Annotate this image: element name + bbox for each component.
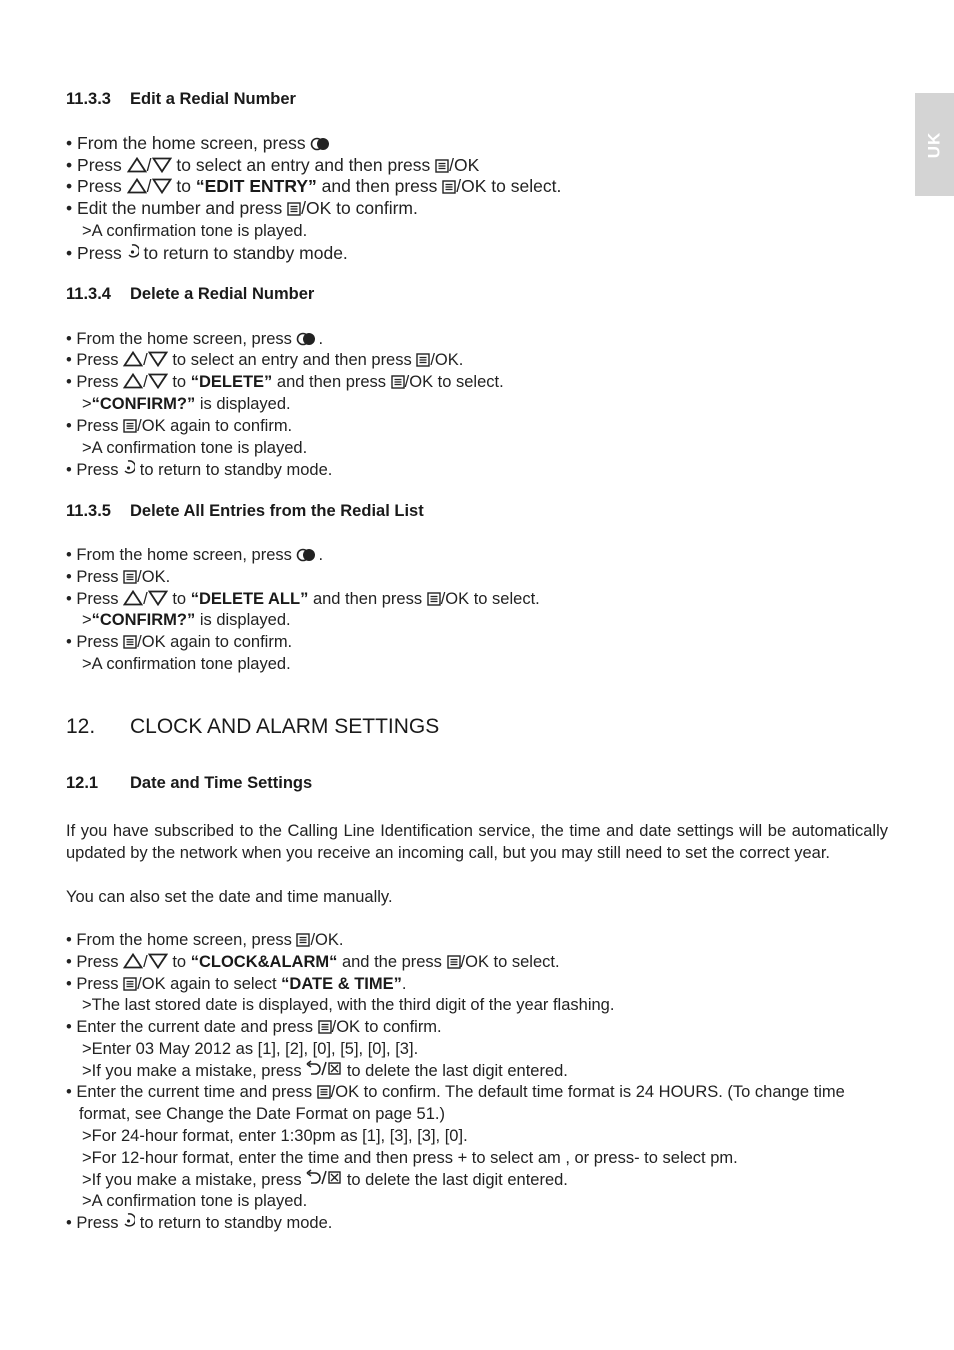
bullet: •: [66, 931, 72, 949]
list-result: [82, 1169, 568, 1191]
list-text: to: [172, 373, 187, 391]
list-item: [66, 973, 406, 995]
intro-paragraph-2: You can also set the date and time manually.: [66, 888, 393, 906]
menu-option: “CLOCK&ALARM“: [190, 953, 338, 971]
list-item: [66, 588, 540, 610]
list-text: /OK.: [137, 568, 171, 586]
list-text: and then press: [276, 373, 387, 391]
menu-option: “DELETE”: [190, 373, 273, 391]
bullet: •: [66, 155, 73, 175]
menu-ok-key-icon: [416, 353, 430, 367]
list-text: /OK to select.: [440, 590, 540, 608]
up-arrow-icon: [127, 157, 147, 173]
list-text: to return to standby mode.: [139, 1214, 333, 1232]
list-text: From the home screen, press: [76, 330, 292, 348]
bullet: •: [66, 953, 72, 971]
down-arrow-icon: [152, 178, 172, 194]
menu-ok-key-icon: [123, 635, 137, 649]
bullet: •: [66, 633, 72, 651]
bullet: •: [66, 417, 72, 435]
list-text: /OK to select.: [460, 953, 560, 971]
redial-key-icon: [296, 332, 318, 346]
side-tab-uk: [915, 93, 954, 196]
list-item: [66, 1016, 442, 1038]
bullet: •: [66, 243, 73, 263]
slash: /: [143, 351, 148, 369]
slash: /: [146, 155, 152, 175]
list-text: to return to standby mode.: [143, 243, 348, 263]
menu-ok-key-icon: [435, 159, 449, 173]
menu-ok-key-icon: [123, 977, 137, 991]
list-item: [66, 459, 332, 481]
list-text: From the home screen, press: [76, 931, 292, 949]
heading-11-3-3: [66, 90, 296, 109]
list-item: [66, 328, 323, 350]
heading-12-1: [66, 774, 312, 793]
screen-message: “CONFIRM?”: [91, 611, 196, 629]
down-arrow-icon: [148, 351, 168, 367]
list-text: to: [172, 590, 187, 608]
list-item: [66, 1081, 845, 1103]
list-text: From the home screen, press: [76, 546, 292, 564]
list-text: /OK: [449, 155, 480, 175]
up-arrow-icon: [123, 351, 143, 367]
back-delete-key-icon: [306, 1060, 342, 1078]
list-result: >A confirmation tone is played.: [82, 439, 308, 457]
list-item: [66, 175, 561, 197]
list-text-continued: format, see Change the Date Format on page 51.): [79, 1105, 445, 1123]
list-text: Press: [76, 373, 119, 391]
section-title: Edit a Redial Number: [130, 90, 296, 108]
menu-option: “EDIT ENTRY”: [195, 176, 317, 196]
back-delete-key-icon: [306, 1169, 342, 1187]
list-text: Press: [76, 975, 119, 993]
list-text: to return to standby mode.: [139, 461, 333, 479]
bullet: •: [66, 198, 73, 218]
bullet: •: [66, 1018, 72, 1036]
list-text: is displayed.: [199, 395, 291, 413]
down-arrow-icon: [148, 373, 168, 389]
list-text: Press: [76, 590, 119, 608]
list-item: [66, 242, 348, 264]
list-result: >A confirmation tone is played.: [82, 1192, 308, 1210]
up-arrow-icon: [123, 590, 143, 606]
section-title: Delete a Redial Number: [130, 285, 315, 303]
list-text: /OK again to select: [137, 975, 277, 993]
down-arrow-icon: [152, 157, 172, 173]
bullet: •: [66, 461, 72, 479]
list-result: [82, 1060, 568, 1082]
list-item: [66, 132, 332, 154]
up-arrow-icon: [123, 953, 143, 969]
list-text: and then press: [321, 176, 438, 196]
list-item: [66, 154, 479, 176]
list-text: /OK.: [310, 931, 344, 949]
list-text: Enter the current date and press: [76, 1018, 314, 1036]
bullet: •: [66, 975, 72, 993]
section-number: 11.3.5: [66, 502, 111, 520]
list-text: /OK to select.: [404, 373, 504, 391]
bullet: •: [66, 351, 72, 369]
menu-option: “DATE & TIME”: [281, 975, 402, 993]
list-text: Press: [76, 953, 119, 971]
chapter-title: CLOCK AND ALARM SETTINGS: [130, 715, 440, 738]
list-item: [66, 631, 292, 653]
menu-ok-key-icon: [123, 419, 137, 433]
list-item: [66, 371, 504, 393]
list-text: /OK.: [430, 351, 464, 369]
end-call-key-icon: [123, 459, 135, 477]
chapter-number: 12.: [66, 715, 96, 738]
bullet: •: [66, 1083, 72, 1101]
list-text: to delete the last digit entered.: [346, 1171, 568, 1189]
menu-ok-key-icon: [442, 180, 456, 194]
menu-option: “DELETE ALL”: [190, 590, 309, 608]
list-text: >If you make a mistake, press: [82, 1062, 302, 1080]
list-item: [66, 349, 463, 371]
menu-ok-key-icon: [123, 570, 137, 584]
heading-12: [66, 715, 439, 739]
list-text: .: [318, 330, 324, 348]
section-title: Delete All Entries from the Redial List: [130, 502, 424, 520]
list-text: Press: [76, 633, 119, 651]
bullet: •: [66, 133, 73, 153]
redial-key-icon: [296, 548, 318, 562]
list-result: >For 24-hour format, enter 1:30pm as [1], [3], [3], [0].: [82, 1127, 468, 1145]
list-text: Press: [76, 461, 119, 479]
list-text: Enter the current time and press: [76, 1083, 313, 1101]
menu-ok-key-icon: [447, 955, 461, 969]
bullet: •: [66, 176, 73, 196]
end-call-key-icon: [123, 1212, 135, 1230]
bullet: •: [66, 1214, 72, 1232]
intro-paragraph: If you have subscribed to the Calling Line Identification service, the time and date settings will be automatically updated by the network when you receive an incoming call, but you may still need to set the correct year.: [66, 822, 888, 862]
list-text: >: [82, 611, 92, 629]
list-item: [66, 951, 560, 973]
heading-11-3-4: [66, 285, 314, 304]
list-text: Press: [76, 568, 119, 586]
list-item: [66, 566, 170, 588]
list-text: /OK to confirm. The default time format is 24 HOURS. (To change time: [330, 1083, 845, 1101]
list-text: From the home screen, press: [77, 133, 306, 153]
section-number: 12.1: [66, 774, 99, 792]
list-text: to select an entry and then press: [176, 155, 431, 175]
list-text: to select an entry and then press: [172, 351, 412, 369]
list-result: [82, 393, 291, 415]
list-item: [66, 929, 343, 951]
list-text: Press: [76, 1214, 119, 1232]
list-text: .: [401, 975, 407, 993]
list-text: and the press: [341, 953, 442, 971]
screen-message: “CONFIRM?”: [91, 395, 196, 413]
list-text: Press: [77, 155, 122, 175]
list-text: /OK to confirm.: [301, 198, 418, 218]
list-text: /OK to confirm.: [331, 1018, 442, 1036]
list-text: to: [172, 953, 187, 971]
bullet: •: [66, 546, 72, 564]
list-text: Press: [77, 243, 122, 263]
down-arrow-icon: [148, 953, 168, 969]
menu-ok-key-icon: [317, 1085, 331, 1099]
menu-ok-key-icon: [318, 1020, 332, 1034]
menu-ok-key-icon: [287, 202, 301, 216]
slash: /: [146, 176, 152, 196]
menu-ok-key-icon: [296, 933, 310, 947]
list-text: Press: [76, 417, 119, 435]
list-item: [66, 544, 323, 566]
heading-11-3-5: [66, 502, 424, 521]
slash: /: [143, 373, 148, 391]
list-result: [82, 609, 291, 631]
slash: /: [143, 590, 148, 608]
list-text: /OK again to confirm.: [137, 417, 293, 435]
list-result: >A confirmation tone played.: [82, 655, 291, 673]
down-arrow-icon: [148, 590, 168, 606]
menu-ok-key-icon: [391, 375, 405, 389]
list-text: to delete the last digit entered.: [346, 1062, 568, 1080]
list-result: >The last stored date is displayed, with the third digit of the year flashing.: [82, 996, 615, 1014]
list-text: Press: [76, 351, 119, 369]
end-call-key-icon: [127, 243, 139, 261]
list-text: /OK to select.: [456, 176, 562, 196]
list-text: /OK again to confirm.: [137, 633, 293, 651]
list-text: is displayed.: [199, 611, 291, 629]
up-arrow-icon: [127, 178, 147, 194]
bullet: •: [66, 330, 72, 348]
list-result: >Enter 03 May 2012 as [1], [2], [0], [5], [0], [3].: [82, 1040, 419, 1058]
menu-ok-key-icon: [427, 592, 441, 606]
bullet: •: [66, 590, 72, 608]
redial-key-icon: [310, 137, 332, 151]
section-title: Date and Time Settings: [130, 774, 313, 792]
list-item: [66, 415, 292, 437]
list-text: .: [318, 546, 324, 564]
side-tab-label: UK: [924, 131, 944, 158]
list-text: >: [82, 395, 92, 413]
section-number: 11.3.4: [66, 285, 111, 303]
list-result: >A confirmation tone is played.: [82, 222, 308, 240]
list-text: and then press: [312, 590, 423, 608]
section-number: 11.3.3: [66, 90, 111, 108]
up-arrow-icon: [123, 373, 143, 389]
bullet: •: [66, 373, 72, 391]
list-text: to: [176, 176, 191, 196]
list-result: >For 12-hour format, enter the time and then press + to select am , or press- to select pm.: [82, 1149, 738, 1167]
list-item: [66, 197, 418, 219]
list-text: Edit the number and press: [77, 198, 283, 218]
list-item: [66, 1212, 332, 1234]
list-text: Press: [77, 176, 122, 196]
list-text: >If you make a mistake, press: [82, 1171, 302, 1189]
slash: /: [143, 953, 148, 971]
bullet: •: [66, 568, 72, 586]
